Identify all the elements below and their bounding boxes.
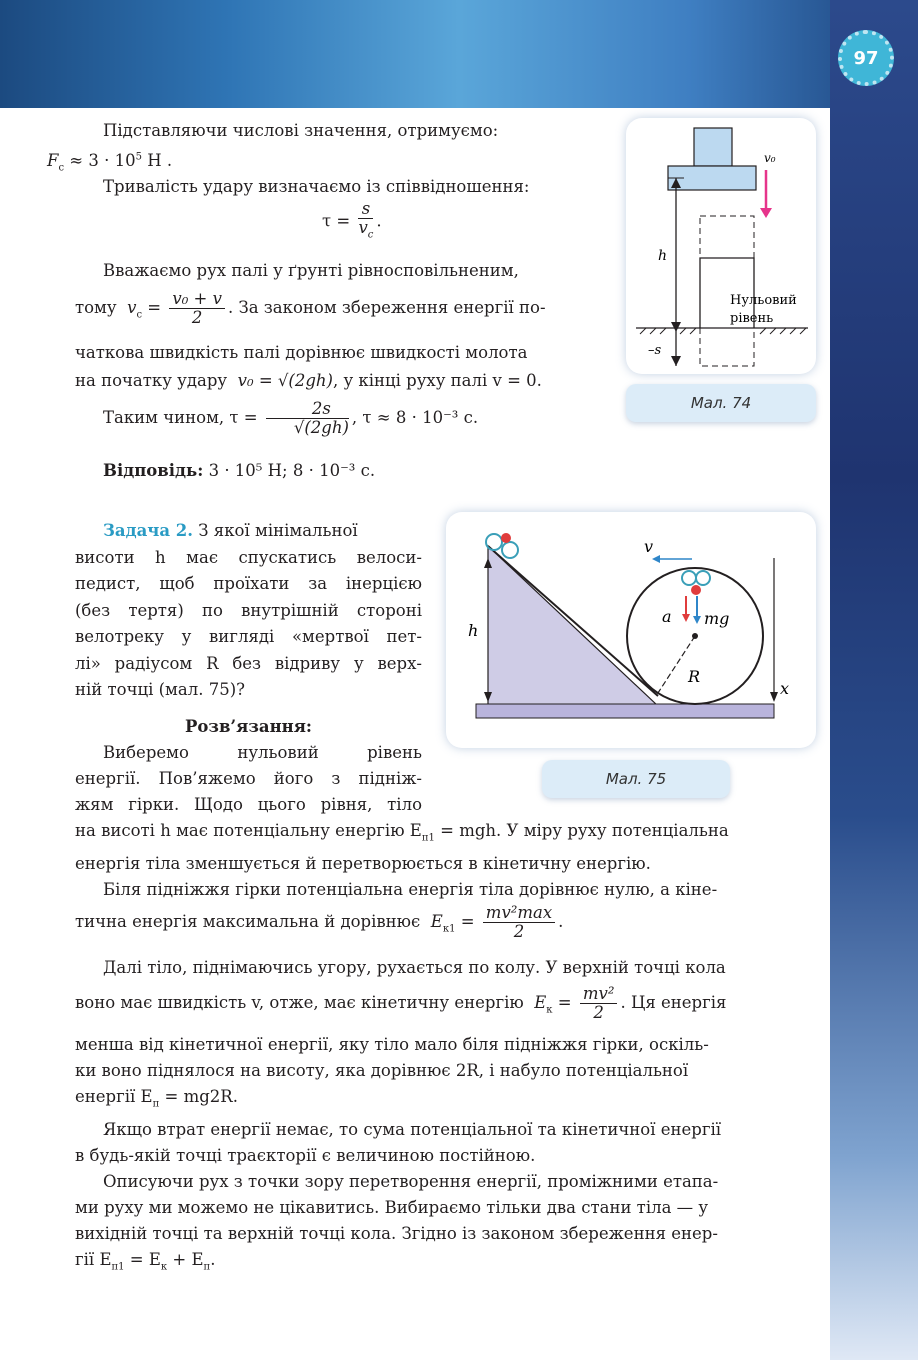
para-1: Підставляючи числові значення, отримуємо: $F_с \approx 3 \cdot 10^5$ Н .: [47, 121, 499, 173]
cyclist-top-icon: [682, 571, 696, 585]
header-banner: [0, 0, 918, 108]
mg-label: mg: [704, 609, 730, 628]
tau-formula: τ = $\frac{s}{v_с}$ .: [322, 199, 382, 241]
v0-label: v₀: [764, 151, 776, 165]
line-5: Далі тіло, піднімаючись угору, рухається по колу. У верхній точці кола: [103, 957, 726, 977]
line-2: енергія тіла зменшується й перетворюється в кінетичну енергію.: [75, 854, 651, 874]
figure-74-caption: Мал. 74: [626, 384, 816, 422]
line-6: воно має швидкість v, отже, має кінетичну енергію $E_к$ = $\frac{\text{mv²}}{2}$ . Ця енергія: [75, 983, 727, 1022]
line-13: ми руху ми можемо не цікавитись. Вибираємо тільки два стани тіла — у: [75, 1198, 709, 1218]
para-3: Вважаємо рух палі у ґрунті рівносповільненим,: [103, 261, 519, 280]
para-7: Таким чином, τ = $\frac{2s}{√(2gh)}$ , τ ≈ 8 · 10⁻³ с.: [103, 399, 479, 437]
v-label-75: v: [644, 537, 654, 556]
answer: Відповідь: 3 · 10⁵ Н; 8 · 10⁻³ с.: [103, 461, 376, 480]
R-label: R: [688, 667, 701, 686]
line-7: менша від кінетичної енергії, яку тіло мало біля підніжжя гірки, оскіль-: [75, 1034, 709, 1054]
line-1: на висоті h має потенціальну енергію $E_{п1}$ = mgh. У міру руху потенціальна: [75, 821, 729, 844]
para-5: чаткова швидкість палі дорівнює швидкості молота: [75, 343, 528, 362]
line-14: вихідній точці та верхній точці кола. Згідно із законом збереження енер-: [75, 1224, 718, 1244]
h-label: h: [658, 248, 668, 264]
s-label: –s: [648, 343, 662, 358]
x-label: x: [780, 679, 790, 698]
line-8: ки воно піднялося на висоту, яка дорівнює 2R, і набуло потенціальної: [75, 1060, 689, 1080]
line-12: Описуючи рух з точки зору перетворення енергії, проміжними етапа-: [103, 1172, 719, 1192]
a-label: a: [662, 607, 672, 626]
line-10: Якщо втрат енергії немає, то сума потенціальної та кінетичної енергії: [103, 1120, 722, 1140]
para-4: тому $v_с$ = $\frac{\text{v₀ + v}}{2}$ . За законом збереження енергії по-: [75, 289, 546, 327]
line-15: гії $E_{п1} = E_к + E_п$.: [75, 1250, 216, 1273]
line-4: тична енергія максимальна й дорівнює $E_{к1}$ = $\frac{\text{mv²max}}{2}$ .: [75, 903, 564, 942]
solution-title: Розв’язання:: [185, 717, 312, 736]
solution-body: [75, 818, 817, 1280]
line-9: енергії $E_п = mg2R$.: [75, 1086, 238, 1110]
figure-74-card: [626, 118, 816, 374]
zero-level-label-1: Нульовий: [730, 293, 797, 308]
figure-74-diagram: [626, 118, 816, 374]
bicycle-icon: [502, 542, 518, 558]
line-11: в будь-якій точці траєкторії є величиною постійною.: [75, 1146, 536, 1166]
para-2: Тривалість удару визначаємо із співвідношення:: [103, 177, 530, 196]
figure-75-diagram: [446, 512, 816, 748]
page-number: 97: [838, 30, 894, 86]
para-6: на початку удару v₀ = √(2gh), у кінці руху палі v = 0.: [75, 371, 542, 390]
line-3: Біля підніжжя гірки потенціальна енергія тіла дорівнює нулю, а кіне-: [103, 880, 718, 900]
zero-level-label-2: рівень: [730, 311, 774, 326]
side-banner: [830, 0, 918, 1360]
task-2-text: Задача 2. З якої мінімальної висоти h має спускатись велоси- педист, щоб проїхати за інерцією (без тертя) по внутрішній стороні велотреку у вигляді «мертвої пет- лі» радіусом R без відриву у верх- ній точці (мал. 75)?: [75, 521, 422, 699]
figure-75-card: [446, 512, 816, 748]
figure-75-caption: Мал. 75: [542, 760, 730, 798]
solution-intro: Виберемо нульовий рівень енергії. Пов’яжемо його з підніж- жям гірки. Щодо цього рівня, тіло: [75, 743, 422, 814]
h-label-75: h: [468, 621, 479, 640]
